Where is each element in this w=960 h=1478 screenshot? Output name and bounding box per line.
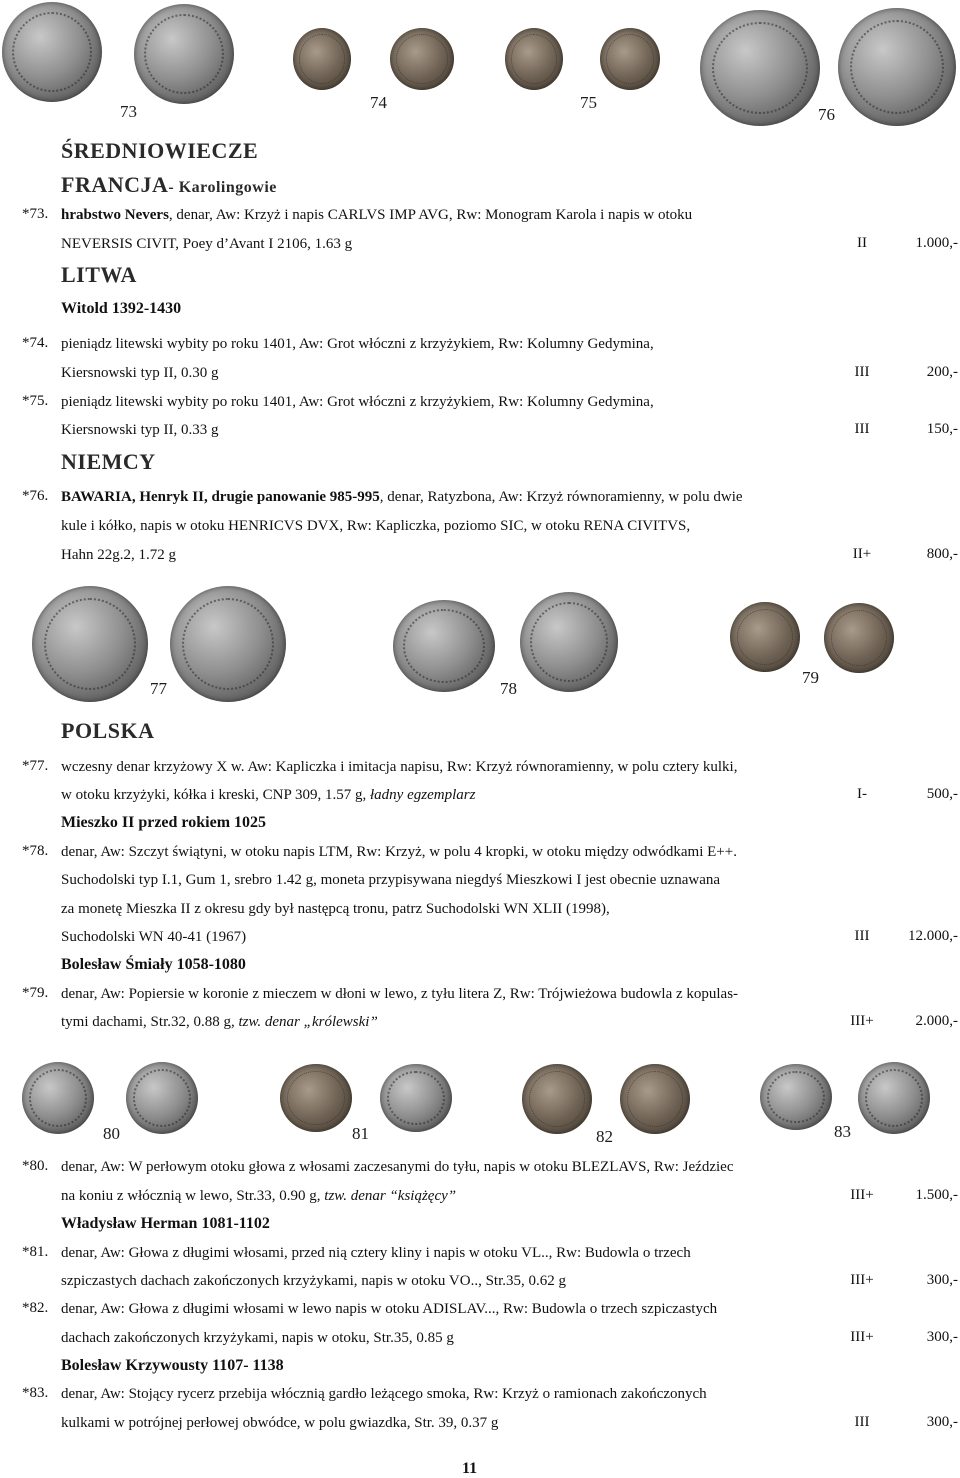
lot-78-price: 12.000,-: [908, 928, 958, 944]
lot-79-number: *79.: [22, 985, 49, 1001]
lot-73-line2: NEVERSIS CIVIT, Poey d’Avant I 2106, 1.63 g: [61, 236, 353, 252]
page-number: 11: [462, 1460, 478, 1477]
coin-81-reverse-image: [380, 1064, 452, 1132]
coin-79-obverse-image: [730, 602, 800, 672]
lot-78-line3: za monetę Mieszka II z okresu gdy był następcą tronu, patrz Suchodolski WN XLII (1998),: [61, 901, 610, 917]
coin-74-obverse-image: [293, 28, 351, 90]
lot-80-grade: III+: [850, 1187, 874, 1203]
lot-78-line1: denar, Aw: Szczyt świątyni, w otoku napis LTM, Rw: Krzyż, w polu 4 kropki, w otoku między odwódkami E++.: [61, 844, 737, 860]
coin-82-obverse-image: [522, 1064, 592, 1134]
coin-76-reverse-image: [838, 8, 956, 126]
lot-75-number: *75.: [22, 393, 49, 409]
coin-81-obverse-image: [280, 1064, 352, 1132]
lot-80-number: *80.: [22, 1158, 49, 1174]
lot-77-italic: ładny egzemplarz: [370, 787, 476, 803]
lot-81-number: *81.: [22, 1244, 49, 1260]
lot-82-grade: III+: [850, 1329, 874, 1345]
lot-81-price: 300,-: [926, 1272, 958, 1288]
lot-83-line2: kulkami w potrójnej perłowej obwódce, w polu gwiazdka, Str. 39, 0.37 g: [61, 1415, 499, 1431]
coin-77-obverse-image: [32, 586, 148, 702]
coin-label-83: 83: [834, 1122, 851, 1141]
lot-76-bold: BAWARIA, Henryk II, drugie panowanie 985-995: [61, 489, 380, 505]
lot-74-grade: III: [854, 364, 870, 380]
lot-83-grade: III: [854, 1414, 870, 1430]
lot-77-line1: wczesny denar krzyżowy X w. Aw: Kapliczka i imitacja napisu, Rw: Krzyż równoramienny, w polu cztery kulki,: [61, 759, 738, 775]
lot-77-text2: w otoku krzyżyki, kółka i kreski, CNP 309, 1.57 g,: [61, 787, 371, 803]
ruler-heading-mieszko: Mieszko II przed rokiem 1025: [61, 814, 267, 831]
lot-83-line1: denar, Aw: Stojący rycerz przebija włócznią gardło leżącego smoka, Rw: Krzyż o ramionach zakończonych: [61, 1386, 707, 1402]
coin-label-74: 74: [370, 93, 387, 112]
coin-83-obverse-image: [760, 1064, 832, 1130]
lot-73-grade: II: [857, 235, 867, 251]
coin-label-77: 77: [150, 679, 167, 698]
lot-76-number: *76.: [22, 488, 49, 504]
lot-73-line1: [61, 206, 692, 224]
coin-82-reverse-image: [620, 1064, 690, 1134]
coin-74-reverse-image: [390, 28, 454, 90]
lot-76-line1: [61, 488, 743, 506]
lot-76-price: 800,-: [926, 546, 958, 562]
lot-76-grade: II+: [852, 546, 872, 562]
coin-label-73: 73: [120, 102, 137, 121]
lot-74-number: *74.: [22, 335, 49, 351]
lot-75-line1: pieniądz litewski wybity po roku 1401, Aw: Grot włóczni z krzyżykiem, Rw: Kolumny Gedymina,: [61, 394, 654, 410]
lot-80-price: 1.500,-: [915, 1187, 958, 1203]
lot-79-price: 2.000,-: [915, 1013, 958, 1029]
section-heading-lithuania: LITWA: [61, 262, 137, 287]
coin-80-reverse-image: [126, 1062, 198, 1134]
coin-80-obverse-image: [22, 1062, 94, 1134]
lot-74-line1: pieniądz litewski wybity po roku 1401, Aw: Grot włóczni z krzyżykiem, Rw: Kolumny Gedymina,: [61, 336, 654, 352]
lot-79-text2: tymi dachami, Str.32, 0.88 g,: [61, 1014, 239, 1030]
france-subtitle: - Karolingowie: [168, 179, 277, 196]
lot-80-line2: [61, 1187, 456, 1205]
lot-81-line1: denar, Aw: Głowa z długimi włosami, przed nią cztery kliny i napis w otoku VL.., Rw: Budowla o trzech: [61, 1245, 691, 1261]
lot-79-line1: denar, Aw: Popiersie w koronie z mieczem w dłoni w lewo, z tyłu litera Z, Rw: Trójwieżowa budowla z kopulas-: [61, 986, 739, 1002]
lot-75-grade: III: [854, 421, 870, 437]
lot-79-line2: [61, 1013, 378, 1031]
ruler-heading-boleslaw-smialy: Bolesław Śmiały 1058-1080: [61, 956, 246, 973]
lot-80-line1: denar, Aw: W perłowym otoku głowa z włosami zaczesanymi do tyłu, napis w otoku BLEZLAVS, Rw: Jeździec: [61, 1159, 734, 1175]
lot-78-number: *78.: [22, 843, 49, 859]
coin-label-75: 75: [580, 93, 597, 112]
lot-79-italic: tzw. denar „królewski”: [238, 1014, 378, 1030]
ruler-heading-krzywousty: Bolesław Krzywousty 1107- 1138: [61, 1357, 284, 1374]
lot-82-price: 300,-: [926, 1329, 958, 1345]
lot-77-grade: I-: [857, 786, 867, 802]
france-title: FRANCJA: [61, 172, 169, 197]
ruler-heading-wladyslaw-herman: Władysław Herman 1081-1102: [61, 1215, 270, 1232]
section-heading-poland: POLSKA: [61, 718, 155, 743]
lot-83-number: *83.: [22, 1385, 49, 1401]
coin-label-81: 81: [352, 1124, 369, 1143]
lot-82-line2: dachach zakończonych krzyżykami, napis w otoku, Str.35, 0.85 g: [61, 1330, 454, 1346]
lot-82-line1: denar, Aw: Głowa z długimi włosami w lewo napis w otoku ADISLAV..., Rw: Budowla o trzech szpiczastych: [61, 1301, 718, 1317]
lot-83-price: 300,-: [926, 1414, 958, 1430]
lot-75-line2: Kiersnowski typ II, 0.33 g: [61, 422, 219, 438]
section-heading-germany: NIEMCY: [61, 449, 156, 474]
coin-83-reverse-image: [858, 1062, 930, 1134]
lot-76-line3: Hahn 22g.2, 1.72 g: [61, 547, 176, 563]
lot-73-text1: , denar, Aw: Krzyż i napis CARLVS IMP AVG, Rw: Monogram Karola i napis w otoku: [168, 207, 693, 223]
lot-73-bold: hrabstwo Nevers: [61, 207, 169, 223]
coin-label-76: 76: [818, 105, 835, 124]
ruler-heading-witold: Witold 1392-1430: [61, 300, 182, 317]
coin-label-79: 79: [802, 668, 819, 687]
lot-76-text1: , denar, Ratyzbona, Aw: Krzyż równoramienny, w polu dwie: [379, 489, 743, 505]
coin-label-82: 82: [596, 1127, 613, 1146]
lot-74-line2: Kiersnowski typ II, 0.30 g: [61, 365, 219, 381]
coin-79-reverse-image: [824, 603, 894, 673]
lot-78-line2: Suchodolski typ I.1, Gum 1, srebro 1.42 g, moneta przypisywana niegdyś Mieszkowi I jest obecnie uznawana: [61, 872, 721, 888]
lot-73-number: *73.: [22, 206, 49, 222]
lot-77-price: 500,-: [926, 786, 958, 802]
coin-75-obverse-image: [505, 28, 563, 90]
lot-78-line4: Suchodolski WN 40-41 (1967): [61, 929, 247, 945]
coin-label-78: 78: [500, 679, 517, 698]
coin-75-reverse-image: [600, 28, 660, 90]
coin-77-reverse-image: [170, 586, 286, 702]
lot-77-number: *77.: [22, 758, 49, 774]
coin-78-reverse-image: [520, 592, 618, 692]
coin-76-obverse-image: [700, 10, 820, 126]
lot-79-grade: III+: [850, 1013, 874, 1029]
lot-81-line2: szpiczastych dachach zakończonych krzyżykami, napis w otoku VO.., Str.35, 0.62 g: [61, 1273, 567, 1289]
lot-81-grade: III+: [850, 1272, 874, 1288]
section-heading-france: [61, 172, 277, 198]
lot-75-price: 150,-: [926, 421, 958, 437]
lot-80-text2: na koniu z włócznią w lewo, Str.33, 0.90 g,: [61, 1188, 325, 1204]
lot-76-line2: kule i kółko, napis w otoku HENRICVS DVX, Rw: Kapliczka, poziomo SIC, w otoku RENA CIVITVS,: [61, 518, 691, 534]
lot-77-line2: [61, 786, 475, 804]
lot-78-grade: III: [854, 928, 870, 944]
coin-78-obverse-image: [393, 600, 495, 692]
section-heading-medieval: ŚREDNIOWIECZE: [61, 138, 259, 163]
coin-73-obverse-image: [2, 2, 102, 102]
lot-80-italic: tzw. denar “książęcy”: [324, 1188, 457, 1204]
coin-label-80: 80: [103, 1124, 120, 1143]
coin-73-reverse-image: [134, 4, 234, 104]
lot-73-price: 1.000,-: [915, 235, 958, 251]
lot-82-number: *82.: [22, 1300, 49, 1316]
lot-74-price: 200,-: [926, 364, 958, 380]
